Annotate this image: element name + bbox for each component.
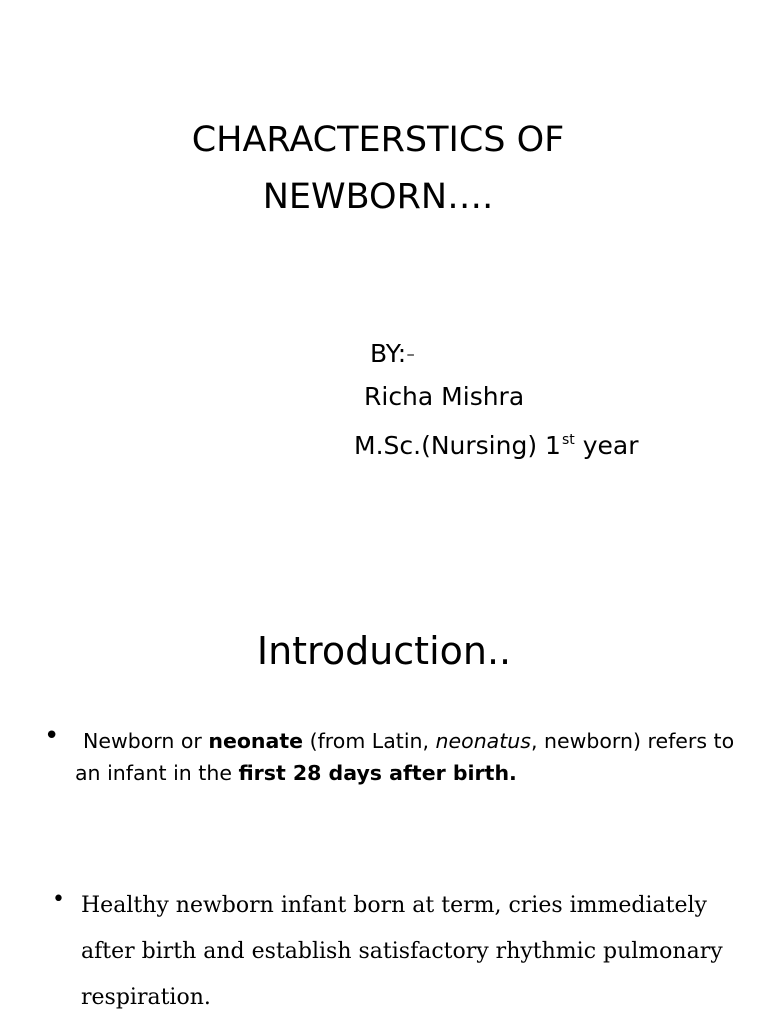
bullet-dot-icon: • — [52, 887, 65, 912]
course-info — [354, 425, 638, 461]
course-ordinal: st — [561, 432, 575, 448]
bullet-item-healthy-newborn: Healthy newborn infant born at term, cries immediately after birth and establish satisfactory rhythmic pulmonary respiration. — [81, 893, 723, 1010]
author-name: Richa Mishra — [364, 382, 525, 411]
course-prefix: M.Sc.(Nursing) 1 — [354, 431, 561, 460]
section-heading: Introduction.. — [256, 629, 512, 673]
slide-title-line2: NEWBORN…. — [262, 177, 494, 217]
byline-label — [370, 339, 415, 369]
byline-label-text: BY: — [370, 339, 407, 368]
byline-dash: - — [406, 339, 416, 368]
bullet-dot-icon: • — [44, 721, 60, 751]
course-suffix: year — [574, 431, 639, 460]
bullet1-bold-first-28-days: first 28 days after birth. — [238, 761, 517, 785]
slide-title-line1: CHARACTERSTICS OF — [191, 120, 565, 160]
bullet-item-neonate-definition — [75, 725, 735, 789]
bullet1-part1: Newborn or — [83, 729, 209, 753]
slide-title — [0, 112, 756, 226]
bullet1-bold-neonate: neonate — [208, 729, 304, 753]
bullet1-italic-neonatus: neonatus — [435, 729, 531, 753]
bullet1-part3: , newborn) refers to an infant in the — [75, 729, 735, 785]
bullet1-part2: (from Latin, — [303, 729, 436, 753]
